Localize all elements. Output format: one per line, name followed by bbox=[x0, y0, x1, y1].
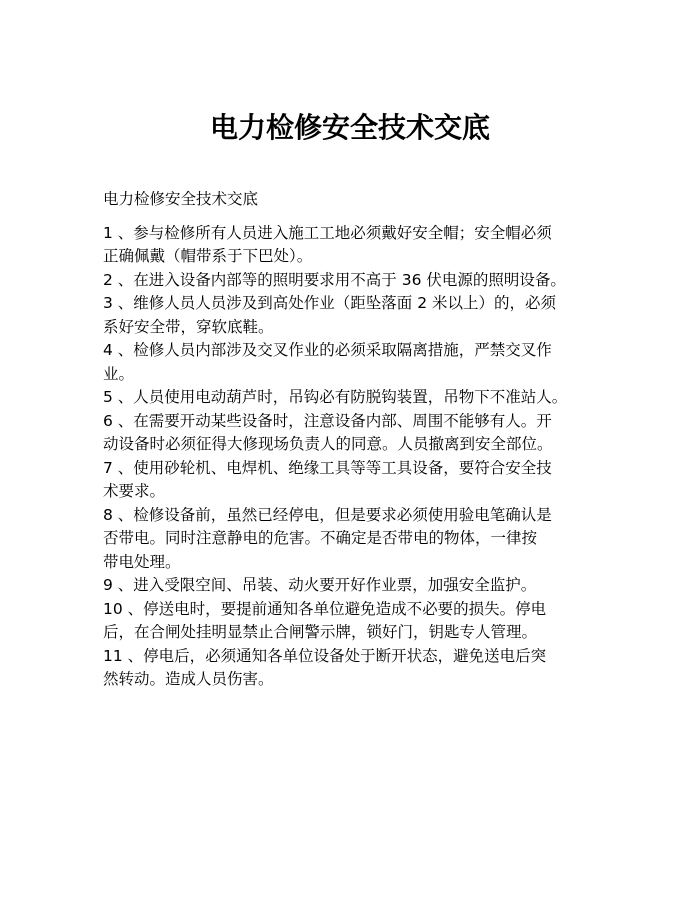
item-line: 正确佩戴（帽带系于下巴处）。 bbox=[103, 247, 313, 265]
document-subtitle: 电力检修安全技术交底 bbox=[103, 190, 259, 208]
item-line: 业。 bbox=[103, 364, 135, 383]
safety-item-3 bbox=[103, 292, 608, 339]
item-line: 2 、在进入设备内部等的照明要求用不高于 36 伏电源的照明设备。 bbox=[103, 270, 566, 289]
item-line: 否带电。同时注意静电的危害。不确定是否带电的物体，一律按 bbox=[103, 529, 538, 547]
item-line: 7 、使用砂轮机、电焊机、绝缘工具等等工具设备，要符合安全技 bbox=[103, 458, 552, 477]
safety-item-5 bbox=[103, 386, 608, 410]
item-line: 后，在合闸处挂明显禁止合闸警示牌，锁好门，钥匙专人管理。 bbox=[103, 623, 538, 641]
safety-item-8 bbox=[103, 504, 608, 575]
safety-item-2 bbox=[103, 269, 608, 293]
item-line: 11 、停电后，必须通知各单位设备处于断开状态，避免送电后突 bbox=[103, 646, 547, 665]
item-line: 10 、停送电时，要提前通知各单位避免造成不必要的损失。停电 bbox=[103, 599, 547, 618]
item-line: 1 、参与检修所有人员进入施工工地必须戴好安全帽；安全帽必须 bbox=[103, 223, 552, 242]
item-line: 系好安全带，穿软底鞋。 bbox=[103, 317, 274, 336]
item-line: 8 、检修设备前，虽然已经停电，但是要求必须使用验电笔确认是 bbox=[103, 505, 552, 524]
item-line: 术要求。 bbox=[103, 482, 166, 500]
item-line: 动设备时必须征得大修现场负责人的同意。人员撤离到安全部位。 bbox=[103, 435, 553, 453]
item-line: 然转动。造成人员伤害。 bbox=[103, 670, 274, 688]
safety-item-4 bbox=[103, 339, 608, 386]
item-line: 带电处理。 bbox=[103, 552, 181, 571]
safety-item-6 bbox=[103, 410, 608, 457]
item-line: 5 、人员使用电动葫芦时，吊钩必有防脱钩装置，吊物下不准站人。 bbox=[103, 388, 568, 406]
item-line: 3 、维修人员人员涉及到高处作业（距坠落面 2 米以上）的，必须 bbox=[103, 294, 557, 312]
document-body bbox=[103, 188, 608, 692]
safety-item-1 bbox=[103, 222, 608, 269]
safety-item-9 bbox=[103, 574, 608, 598]
page-title: 电力检修安全技术交底 bbox=[209, 111, 490, 144]
item-line: 4 、检修人员内部涉及交叉作业的必须采取隔离措施，严禁交叉作 bbox=[103, 341, 552, 359]
safety-item-7 bbox=[103, 457, 608, 504]
item-line: 6 、在需要开动某些设备时，注意设备内部、周围不能够有人。开 bbox=[103, 411, 552, 430]
safety-item-10 bbox=[103, 598, 608, 645]
safety-item-11 bbox=[103, 645, 608, 692]
item-line: 9 、进入受限空间、吊装、动火要开好作业票，加强安全监护。 bbox=[103, 576, 537, 594]
safety-items-list bbox=[103, 222, 608, 692]
